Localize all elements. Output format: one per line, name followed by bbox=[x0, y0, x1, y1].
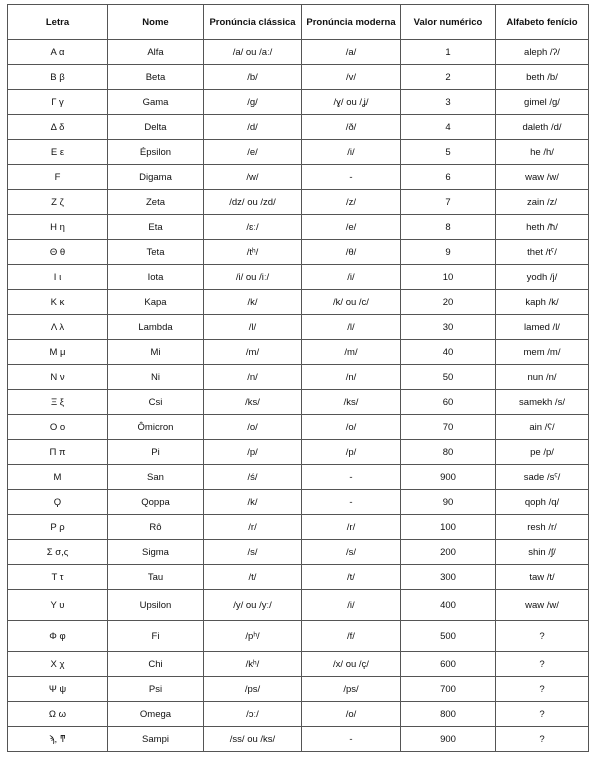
name-cell: Gama bbox=[108, 90, 204, 115]
letter-cell: ϡ, ͳ bbox=[8, 727, 108, 752]
phoenician-cell: thet /tˤ/ bbox=[496, 240, 589, 265]
modern-pronunciation-cell: /ɣ/ ou /ʝ/ bbox=[302, 90, 401, 115]
modern-pronunciation-cell: /t/ bbox=[302, 565, 401, 590]
table-row bbox=[8, 652, 589, 677]
classical-pronunciation-cell: /i/ ou /iː/ bbox=[204, 265, 302, 290]
letter-cell: Ι ι bbox=[8, 265, 108, 290]
name-cell: Omega bbox=[108, 702, 204, 727]
name-cell: Eta bbox=[108, 215, 204, 240]
classical-pronunciation-cell: /ss/ ou /ks/ bbox=[204, 727, 302, 752]
numeric-value-cell: 80 bbox=[401, 440, 496, 465]
table-row bbox=[8, 190, 589, 215]
phoenician-cell: ain /ʕ/ bbox=[496, 415, 589, 440]
letter-cell: Λ λ bbox=[8, 315, 108, 340]
name-cell: Ni bbox=[108, 365, 204, 390]
modern-pronunciation-cell: /s/ bbox=[302, 540, 401, 565]
numeric-value-cell: 200 bbox=[401, 540, 496, 565]
numeric-value-cell: 400 bbox=[401, 590, 496, 621]
table-row bbox=[8, 465, 589, 490]
phoenician-cell: daleth /d/ bbox=[496, 115, 589, 140]
modern-pronunciation-cell: /z/ bbox=[302, 190, 401, 215]
table-row bbox=[8, 40, 589, 65]
numeric-value-cell: 4 bbox=[401, 115, 496, 140]
numeric-value-cell: 50 bbox=[401, 365, 496, 390]
classical-pronunciation-cell: /d/ bbox=[204, 115, 302, 140]
modern-pronunciation-cell: /i/ bbox=[302, 140, 401, 165]
name-cell: Ômicron bbox=[108, 415, 204, 440]
name-cell: Épsilon bbox=[108, 140, 204, 165]
phoenician-cell: ? bbox=[496, 621, 589, 652]
table-row bbox=[8, 240, 589, 265]
numeric-value-cell: 30 bbox=[401, 315, 496, 340]
classical-pronunciation-cell: /w/ bbox=[204, 165, 302, 190]
table-row bbox=[8, 540, 589, 565]
phoenician-cell: samekh /s/ bbox=[496, 390, 589, 415]
greek-alphabet-table bbox=[7, 4, 589, 752]
classical-pronunciation-cell: /e/ bbox=[204, 140, 302, 165]
modern-pronunciation-cell: /l/ bbox=[302, 315, 401, 340]
numeric-value-cell: 2 bbox=[401, 65, 496, 90]
name-cell: Lambda bbox=[108, 315, 204, 340]
name-cell: Sigma bbox=[108, 540, 204, 565]
letter-cell: Ϙ bbox=[8, 490, 108, 515]
table-row bbox=[8, 165, 589, 190]
letter-cell: Ε ε bbox=[8, 140, 108, 165]
name-cell: Kapa bbox=[108, 290, 204, 315]
table-row bbox=[8, 315, 589, 340]
letter-cell: F bbox=[8, 165, 108, 190]
modern-pronunciation-cell: /θ/ bbox=[302, 240, 401, 265]
letter-cell: Ο ο bbox=[8, 415, 108, 440]
letter-cell: Φ φ bbox=[8, 621, 108, 652]
numeric-value-cell: 600 bbox=[401, 652, 496, 677]
numeric-value-cell: 1 bbox=[401, 40, 496, 65]
classical-pronunciation-cell: /ps/ bbox=[204, 677, 302, 702]
modern-pronunciation-cell: /o/ bbox=[302, 415, 401, 440]
modern-pronunciation-cell: /r/ bbox=[302, 515, 401, 540]
phoenician-cell: kaph /k/ bbox=[496, 290, 589, 315]
table-row bbox=[8, 677, 589, 702]
modern-pronunciation-cell: /i/ bbox=[302, 265, 401, 290]
table-row bbox=[8, 415, 589, 440]
phoenician-cell: zain /z/ bbox=[496, 190, 589, 215]
phoenician-cell: nun /n/ bbox=[496, 365, 589, 390]
numeric-value-cell: 90 bbox=[401, 490, 496, 515]
header-phoenician-alphabet: Alfabeto fenício bbox=[496, 5, 589, 40]
table-row bbox=[8, 340, 589, 365]
table-row bbox=[8, 265, 589, 290]
modern-pronunciation-cell: - bbox=[302, 165, 401, 190]
phoenician-cell: gimel /g/ bbox=[496, 90, 589, 115]
table-row bbox=[8, 621, 589, 652]
letter-cell: Η η bbox=[8, 215, 108, 240]
modern-pronunciation-cell: /k/ ou /c/ bbox=[302, 290, 401, 315]
phoenician-cell: ? bbox=[496, 702, 589, 727]
classical-pronunciation-cell: /ks/ bbox=[204, 390, 302, 415]
name-cell: Alfa bbox=[108, 40, 204, 65]
numeric-value-cell: 100 bbox=[401, 515, 496, 540]
table-row bbox=[8, 727, 589, 752]
phoenician-cell: ? bbox=[496, 677, 589, 702]
name-cell: Upsilon bbox=[108, 590, 204, 621]
numeric-value-cell: 20 bbox=[401, 290, 496, 315]
classical-pronunciation-cell: /b/ bbox=[204, 65, 302, 90]
numeric-value-cell: 10 bbox=[401, 265, 496, 290]
numeric-value-cell: 900 bbox=[401, 727, 496, 752]
numeric-value-cell: 7 bbox=[401, 190, 496, 215]
modern-pronunciation-cell: /v/ bbox=[302, 65, 401, 90]
name-cell: Qoppa bbox=[108, 490, 204, 515]
phoenician-cell: ? bbox=[496, 652, 589, 677]
phoenician-cell: he /h/ bbox=[496, 140, 589, 165]
table-body bbox=[8, 40, 589, 752]
letter-cell: Θ θ bbox=[8, 240, 108, 265]
phoenician-cell: taw /t/ bbox=[496, 565, 589, 590]
letter-cell: Ν ν bbox=[8, 365, 108, 390]
letter-cell: Ω ω bbox=[8, 702, 108, 727]
classical-pronunciation-cell: /ɔː/ bbox=[204, 702, 302, 727]
classical-pronunciation-cell: /l/ bbox=[204, 315, 302, 340]
table-row bbox=[8, 115, 589, 140]
letter-cell: Β β bbox=[8, 65, 108, 90]
classical-pronunciation-cell: /r/ bbox=[204, 515, 302, 540]
phoenician-cell: sade /sˤ/ bbox=[496, 465, 589, 490]
name-cell: Pi bbox=[108, 440, 204, 465]
name-cell: Tau bbox=[108, 565, 204, 590]
table-row bbox=[8, 65, 589, 90]
phoenician-cell: qoph /q/ bbox=[496, 490, 589, 515]
table-row bbox=[8, 390, 589, 415]
numeric-value-cell: 6 bbox=[401, 165, 496, 190]
phoenician-cell: aleph /ʔ/ bbox=[496, 40, 589, 65]
name-cell: Delta bbox=[108, 115, 204, 140]
name-cell: Mi bbox=[108, 340, 204, 365]
letter-cell: Κ κ bbox=[8, 290, 108, 315]
numeric-value-cell: 800 bbox=[401, 702, 496, 727]
classical-pronunciation-cell: /ɛː/ bbox=[204, 215, 302, 240]
table-row bbox=[8, 590, 589, 621]
numeric-value-cell: 8 bbox=[401, 215, 496, 240]
modern-pronunciation-cell: /ð/ bbox=[302, 115, 401, 140]
modern-pronunciation-cell: /ks/ bbox=[302, 390, 401, 415]
letter-cell: Υ υ bbox=[8, 590, 108, 621]
classical-pronunciation-cell: /p/ bbox=[204, 440, 302, 465]
table-row bbox=[8, 702, 589, 727]
letter-cell: Σ σ,ς bbox=[8, 540, 108, 565]
classical-pronunciation-cell: /t/ bbox=[204, 565, 302, 590]
name-cell: Beta bbox=[108, 65, 204, 90]
numeric-value-cell: 9 bbox=[401, 240, 496, 265]
table-row bbox=[8, 365, 589, 390]
name-cell: Zeta bbox=[108, 190, 204, 215]
letter-cell: Ρ ρ bbox=[8, 515, 108, 540]
classical-pronunciation-cell: /n/ bbox=[204, 365, 302, 390]
modern-pronunciation-cell: /f/ bbox=[302, 621, 401, 652]
numeric-value-cell: 5 bbox=[401, 140, 496, 165]
modern-pronunciation-cell: /n/ bbox=[302, 365, 401, 390]
numeric-value-cell: 300 bbox=[401, 565, 496, 590]
table-header-row bbox=[8, 5, 589, 40]
letter-cell: Α α bbox=[8, 40, 108, 65]
numeric-value-cell: 40 bbox=[401, 340, 496, 365]
header-numeric-value: Valor numérico bbox=[401, 5, 496, 40]
classical-pronunciation-cell: /kʰ/ bbox=[204, 652, 302, 677]
classical-pronunciation-cell: /g/ bbox=[204, 90, 302, 115]
phoenician-cell: heth /ħ/ bbox=[496, 215, 589, 240]
numeric-value-cell: 3 bbox=[401, 90, 496, 115]
letter-cell: Ψ ψ bbox=[8, 677, 108, 702]
classical-pronunciation-cell: /pʰ/ bbox=[204, 621, 302, 652]
classical-pronunciation-cell: /ś/ bbox=[204, 465, 302, 490]
modern-pronunciation-cell: - bbox=[302, 465, 401, 490]
table-row bbox=[8, 290, 589, 315]
name-cell: Chi bbox=[108, 652, 204, 677]
classical-pronunciation-cell: /a/ ou /aː/ bbox=[204, 40, 302, 65]
table-row bbox=[8, 140, 589, 165]
modern-pronunciation-cell: /ps/ bbox=[302, 677, 401, 702]
letter-cell: Χ χ bbox=[8, 652, 108, 677]
phoenician-cell: ? bbox=[496, 727, 589, 752]
classical-pronunciation-cell: /tʰ/ bbox=[204, 240, 302, 265]
name-cell: Iota bbox=[108, 265, 204, 290]
table-row bbox=[8, 440, 589, 465]
modern-pronunciation-cell: /i/ bbox=[302, 590, 401, 621]
modern-pronunciation-cell: /x/ ou /ç/ bbox=[302, 652, 401, 677]
phoenician-cell: pe /p/ bbox=[496, 440, 589, 465]
table-row bbox=[8, 515, 589, 540]
name-cell: Digama bbox=[108, 165, 204, 190]
numeric-value-cell: 700 bbox=[401, 677, 496, 702]
phoenician-cell: lamed /l/ bbox=[496, 315, 589, 340]
modern-pronunciation-cell: - bbox=[302, 490, 401, 515]
name-cell: Sampi bbox=[108, 727, 204, 752]
phoenician-cell: waw /w/ bbox=[496, 590, 589, 621]
letter-cell: M bbox=[8, 465, 108, 490]
classical-pronunciation-cell: /k/ bbox=[204, 290, 302, 315]
modern-pronunciation-cell: - bbox=[302, 727, 401, 752]
modern-pronunciation-cell: /o/ bbox=[302, 702, 401, 727]
header-modern-pronunciation: Pronúncia moderna bbox=[302, 5, 401, 40]
letter-cell: Τ τ bbox=[8, 565, 108, 590]
numeric-value-cell: 70 bbox=[401, 415, 496, 440]
letter-cell: Γ γ bbox=[8, 90, 108, 115]
modern-pronunciation-cell: /a/ bbox=[302, 40, 401, 65]
table-row bbox=[8, 490, 589, 515]
classical-pronunciation-cell: /s/ bbox=[204, 540, 302, 565]
header-classical-pronunciation: Pronúncia clássica bbox=[204, 5, 302, 40]
name-cell: Psi bbox=[108, 677, 204, 702]
letter-cell: Ζ ζ bbox=[8, 190, 108, 215]
name-cell: Teta bbox=[108, 240, 204, 265]
modern-pronunciation-cell: /p/ bbox=[302, 440, 401, 465]
phoenician-cell: resh /r/ bbox=[496, 515, 589, 540]
modern-pronunciation-cell: /m/ bbox=[302, 340, 401, 365]
header-name: Nome bbox=[108, 5, 204, 40]
name-cell: Csi bbox=[108, 390, 204, 415]
letter-cell: Δ δ bbox=[8, 115, 108, 140]
phoenician-cell: mem /m/ bbox=[496, 340, 589, 365]
header-letter: Letra bbox=[8, 5, 108, 40]
table-row bbox=[8, 90, 589, 115]
classical-pronunciation-cell: /y/ ou /yː/ bbox=[204, 590, 302, 621]
numeric-value-cell: 60 bbox=[401, 390, 496, 415]
modern-pronunciation-cell: /e/ bbox=[302, 215, 401, 240]
numeric-value-cell: 500 bbox=[401, 621, 496, 652]
name-cell: Rô bbox=[108, 515, 204, 540]
name-cell: Fi bbox=[108, 621, 204, 652]
letter-cell: Ξ ξ bbox=[8, 390, 108, 415]
classical-pronunciation-cell: /dz/ ou /zd/ bbox=[204, 190, 302, 215]
table-row bbox=[8, 565, 589, 590]
phoenician-cell: shin /ʃ/ bbox=[496, 540, 589, 565]
letter-cell: Π π bbox=[8, 440, 108, 465]
letter-cell: Μ μ bbox=[8, 340, 108, 365]
phoenician-cell: beth /b/ bbox=[496, 65, 589, 90]
numeric-value-cell: 900 bbox=[401, 465, 496, 490]
classical-pronunciation-cell: /k/ bbox=[204, 490, 302, 515]
name-cell: San bbox=[108, 465, 204, 490]
phoenician-cell: waw /w/ bbox=[496, 165, 589, 190]
classical-pronunciation-cell: /o/ bbox=[204, 415, 302, 440]
phoenician-cell: yodh /j/ bbox=[496, 265, 589, 290]
table-row bbox=[8, 215, 589, 240]
classical-pronunciation-cell: /m/ bbox=[204, 340, 302, 365]
